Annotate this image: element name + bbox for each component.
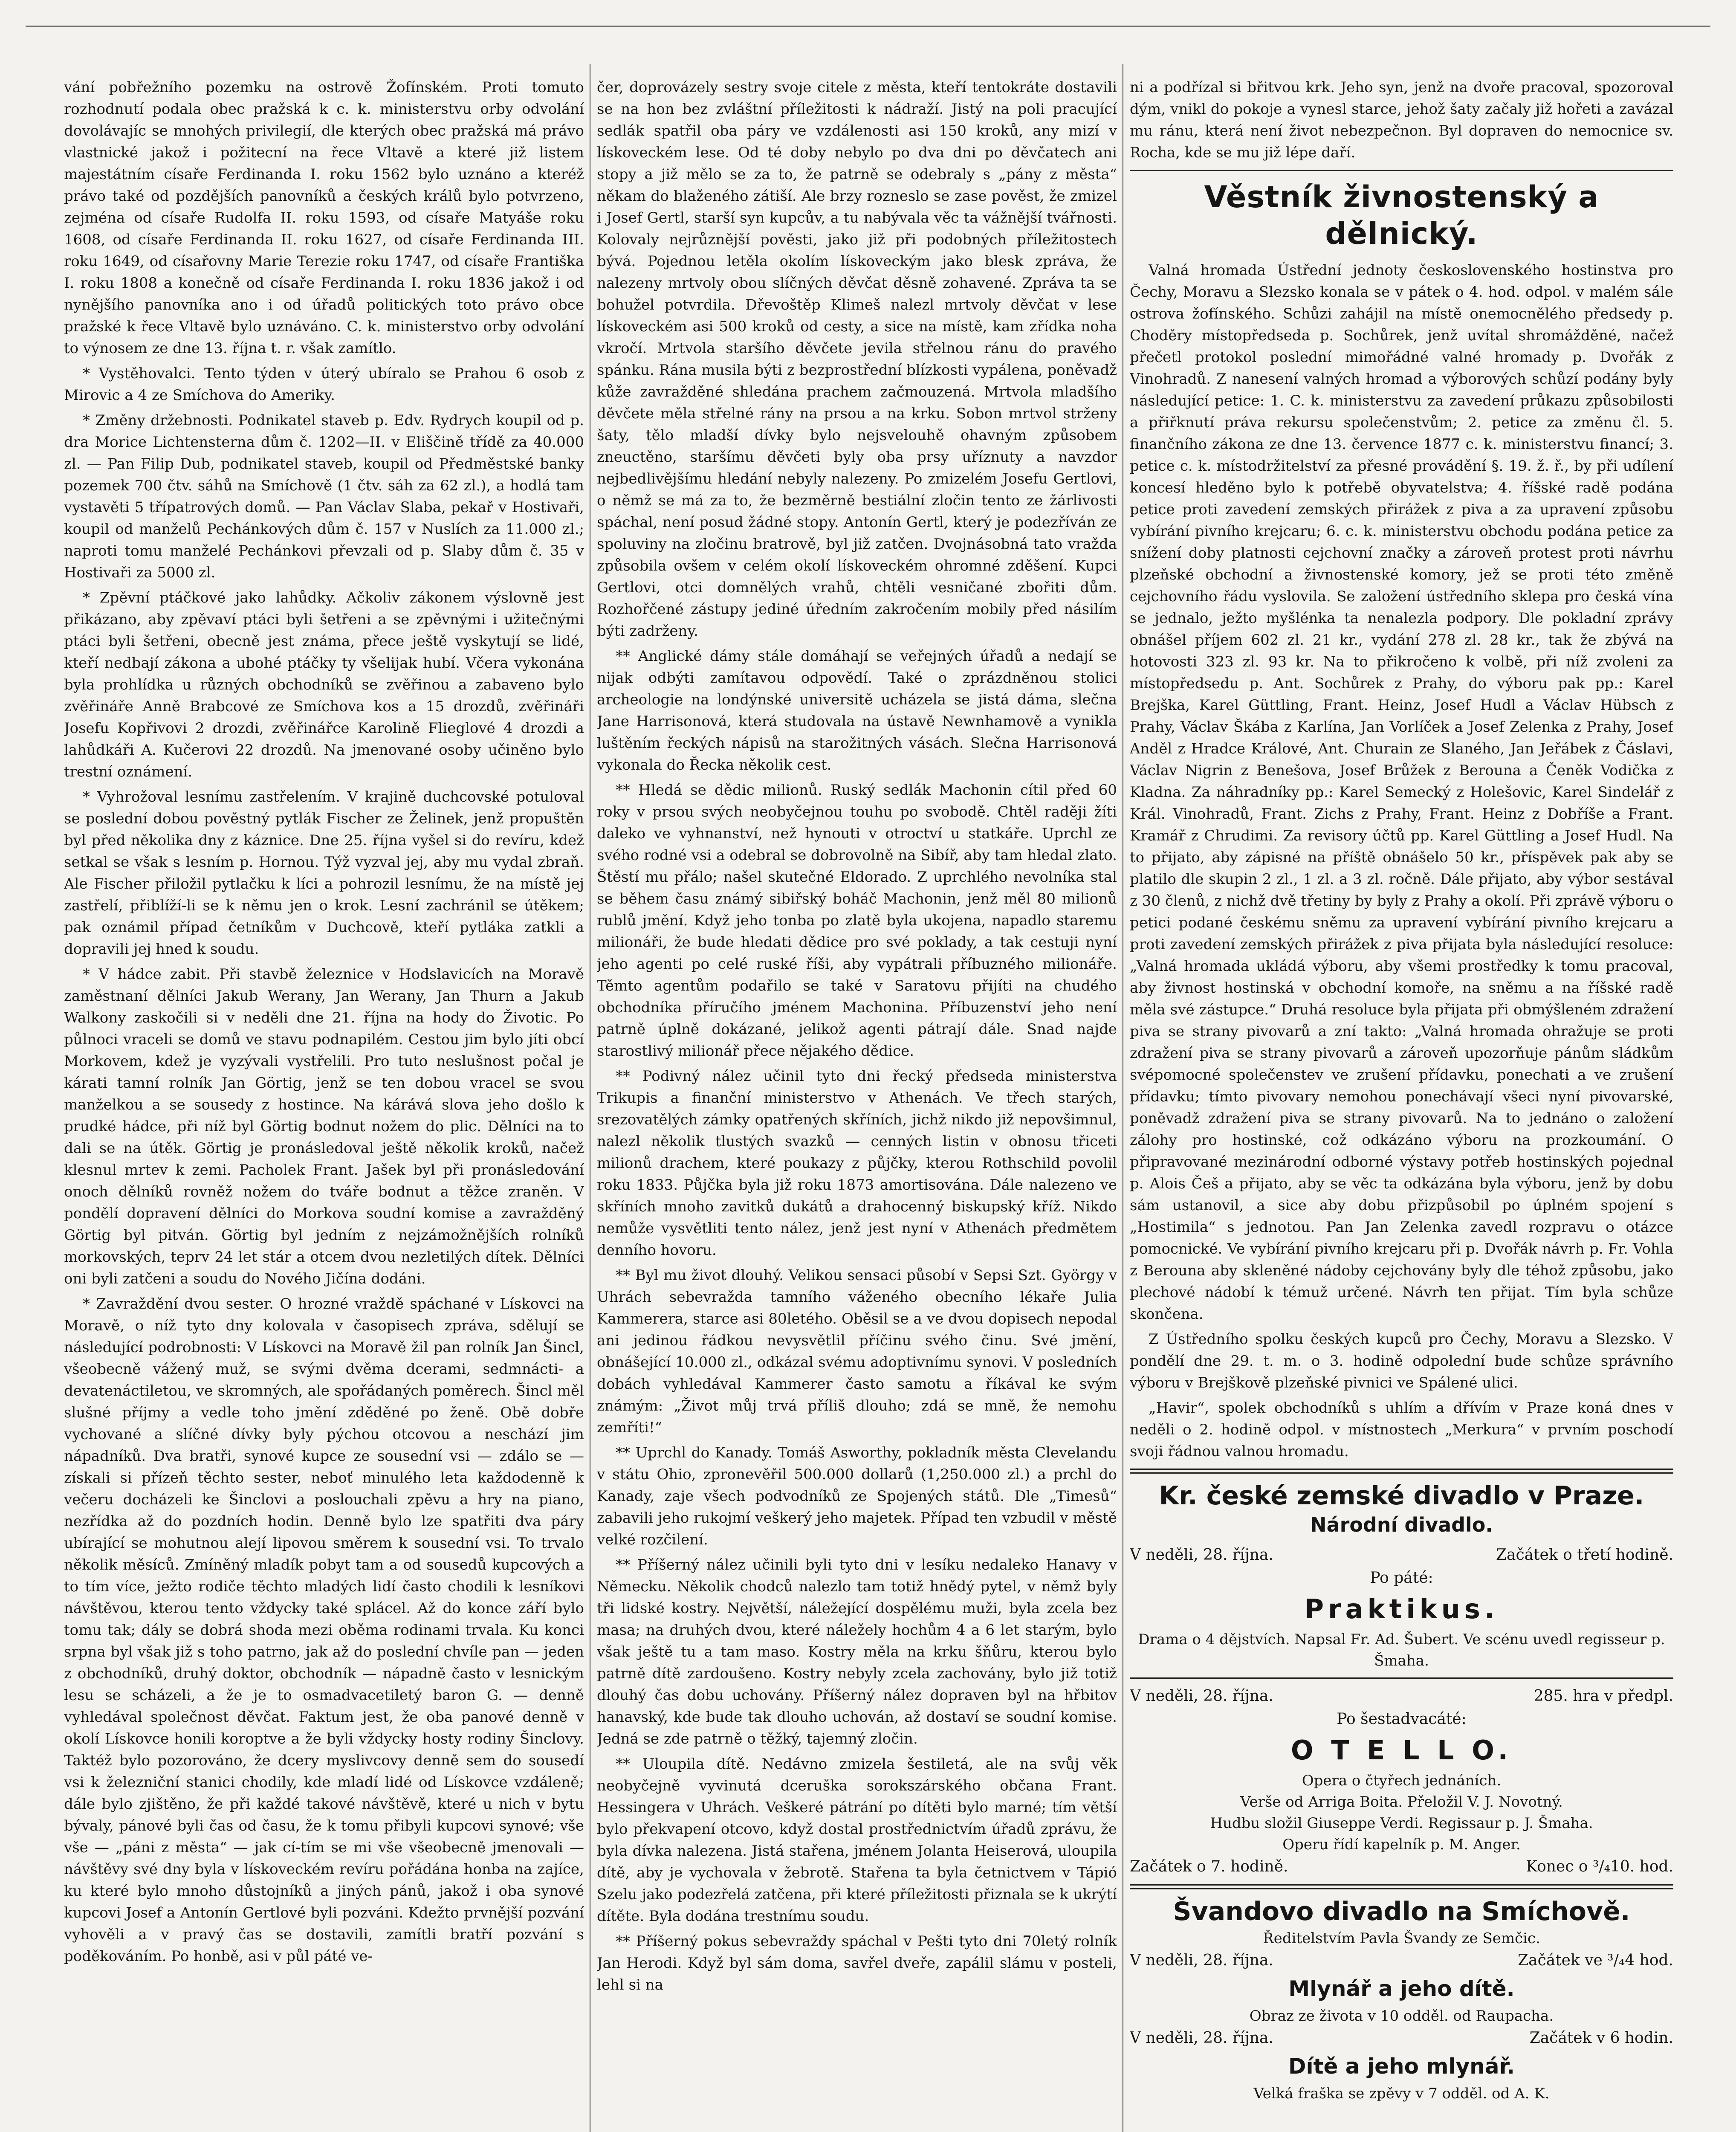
article-paragraph: ** Anglické dámy stále domáhají se veřejných úřadů a nedají se nijak odbýti zamítavou odpovědí. Také o zprázdněnou stolici archeologie na londýnské universitě ucházela se jistá dáma, slečna Jane Harrisonová, která studovala na ústavě Newnhamově a vynikla luštěním řeckých nápisů na starožitných vásách. Slečna Harrisonová vykonala do Řecka několik cest. [597, 648, 1117, 773]
performance-row [1130, 1685, 1673, 1708]
article-paragraph: ** Hledá se dědic milionů. Ruský sedlák Machonin cítil před 60 roky v prsou svých neobyčejnou touhu po svobodě. Chtěl raději žíti daleko ve vyhnanství, než hynouti v otroctví u statkáře. Uprchl ze svého rodné vsi a odebral se dobrovolně na Sibíř, aby tam hledal zlato. Štěstí mu přálo; našel skutečné Eldorado. Z uprchlého nevolníka stal se během času známý sibiřský boháč Machonin, jenž měl 80 milionů rublů jmění. Když jeho tonba po zlatě byla ukojena, napadlo staremu milionáři, že bude hledati dědice pro své poklady, a tak cestuji nyní jeho agenti po celé ruské říši, aby vypátrali příbuzného milionáře. Těmto agentům podařilo se také v Saratovu přijíti na chudého obchodníka příručího jménem Machonina. Příbuzenství jeho není patrně úplně dokázané, jelikož agenti pátrají dále. Snad najde starostlivý milionář přece nějakého dědice. [597, 782, 1117, 1060]
play-description: Obraz ze života v 10 odděl. od Raupacha. [1249, 2007, 1554, 2025]
theatre-heading: Švandovo divadlo na Smíchově. [1173, 1897, 1630, 1926]
play-title: Mlynář a jeho dítě. [1288, 1976, 1515, 2001]
performance-times [1130, 1855, 1673, 1878]
performance-number: 285. hra v předpl. [1533, 1687, 1673, 1705]
performance-start: Začátek o třetí hodině. [1496, 1546, 1673, 1564]
section-divider [1130, 170, 1673, 171]
play-description: Velká fraška se zpěvy v 7 odděl. od A. K. [1253, 2085, 1550, 2102]
performance-row [1130, 1949, 1673, 1972]
article-paragraph: ** Podivný nález učinil tyto dni řecký předseda ministerstva Trikupis a finanční ministerstvo v Athenách. Ve třech starých, srezovatělých zámky opatřených skříních, jichž nikdo již nepovšimnul, nalezl několik tlustých svazků — cenných listin v obnosu třiceti milionů drachem, které poukazy z půjčky, kterou Rothschild povolil roku 1833. Půjčka byla již roku 1873 amortisována. Dále nalezeno ve skříních mnoho zavitků dukátů a drahocenný biskupský kříž. Nikdo nemůže vysvětliti tento nález, jenž jest nyní v Athenách předmětem denního hovoru. [597, 1068, 1117, 1259]
performance-date: V neděli, 28. října. [1130, 1687, 1273, 1705]
article-paragraph: * Vystěhovalci. Tento týden v úterý ubíralo se Prahou 6 osob z Mirovic a 4 ze Smíchova do Ameriky. [64, 365, 584, 404]
play-title: Praktikus. [1304, 1593, 1499, 1625]
article-paragraph: ** Příšerný pokus sebevraždy spáchal v Pešti tyto dni 70letý rolník Jan Herodi. Když byl sám doma, savřel dveře, zapálil slámu v posteli, lehl si na [597, 1933, 1117, 1993]
article-paragraph: ** Uloupila dítě. Nedávno zmizela šestiletá, ale na svůj věk neobyčejně vyvinutá dceruška sorokszárského občana Frant. Hessingera v Uhrách. Veškeré pátrání po dítěti bylo marné; tím větší bylo překvapení otcovo, když dostal prostřednictvím úřadů zprávu, že byla dívka nalezena. Jistá stařena, jménem Jolanta Heiserová, uloupila dítě, aby je vychovala v žebrotě. Stařena ta byla četnictvem v Tápió Szelu jako podezřelá zatčena, při které příležitosti přiznala se k ukrýtí dítěte. Byla dodána trestnímu soudu. [597, 1755, 1117, 1925]
article-paragraph: Valná hromada Ústřední jednoty československého hostinstva pro Čechy, Moravu a Slezsko konala se v pátek o 4. hod. odpol. v malém sále ostrova žofínského. Schůzi zahájil na místě onemocnělého předsedy p. Choděry místopředseda p. Sochůrek, jenž uvítal shromážděné, načež přečetl protokol poslední mimořádné valné hromady p. Dvořák z Vinohradů. Z nanesení valných hromad a výborových schůzí podány byly následující petice: 1. C. k. ministerstvu za zavedení průkazu způsobilosti a přiřknutí práva rekursu společenstvům; 2. petice za změnu čl. 5. finančního zákona ze dne 13. července 1877 c. k. ministerstvu financí; 3. petice c. k. místodržitelství za přesné provádění §. 19. ž. ř., by při udílení koncesí hleděno bylo k potřebě obyvatelstva; 4. říšské radě podána petice proti zavedení zemských přirážek z piva a za upravení způsobu vybírání pivního krejcaru; 6. c. k. ministerstvu obchodu podána petice za snížení doby platnosti cejchovní značky a zároveň protest proti návrhu plzeňské obchodní a živnostenské komory, jež se proti této změně cejchovního řádu vyslovila. Se založení ústředního sklepa pro česká vína se jednalo, ježto myšlénka ta nenalezla podpory. Dle pokladní zprávy obnášel příjem 602 zl. 21 kr., vydání 278 zl. 28 kr., tak že zbývá na hotovosti 323 zl. 93 kr. Na to přikročeno k volbě, při níž zvoleni za místopředsedu p. Ant. Sochůrek z Prahy, do výboru pak pp.: Karel Brejška, Karel Güttling, Frant. Heinz, Josef Hudl a Václav Hübsch z Prahy, Václav Škába z Karlína, Jan Vorlíček a Josef Zelenka z Prahy, Josef Anděl z Hradce Králové, Ant. Churain ze Slaného, Jan Jeřábek z Čáslavi, Václav Nigrin z Benešova, Josef Brůžek z Berouna a Čeněk Vodička z Kladna. Za náhradníky pp.: Karel Semecký z Holešovic, Karel Sindelář z Král. Vinohradů, Frant. Zichs z Prahy, Frant. Heinz z Dobříše a Frant. Kramář z Chrudimi. Za revisory účtů pp. Karel Güttling a Josef Hudl. Na to přijato, aby zápisné na příště obnášelo 50 kr., příspěvek pak aby se platilo dle skupin 2 zl., 1 zl. a 3 zl. ročně. Dále přijato, aby výbor sestával z 30 členů, z nichž dvě třetiny by byly z Prahy a okolí. Při zprávě výboru o petici podané českému sněmu za upravení vybírání pivního krejcaru a proti zavedení zemských přirážek z piva přijata byla následující resoluce: „Valná hromada ukládá výboru, aby všemi prostředky k tomu pracoval, aby živnost hostinská v obchodní komoře, na sněmu a na říšské radě měla své zástupce.“ Druhá resoluce byla přijata při obmýšleném zdražení piva se strany pivovarů a zní takto: „Valná hromada ohražuje se proti zdražení piva se strany pivovarů a zároveň upozorňuje pánům sládkům svépomocné společenstev ve zrušení přídavku, ponechati a ve zrušení přídavku; tímto pivovary nemohou ponechávají všeci nyní pivovarské, poněvadž zdražení piva se strany pivovarů. Na to jednáno o založení zálohy pro hostinské, což odkázáno výboru na prozkoumání. O připravované mezinárodní odborné výstavy potřeb hostinských pojednal p. Alois Češ a přijato, aby se věc ta odkázána byla výboru, jenž by dobu sám ustanovil, a sice aby dobu přizpůsobil po úplném spojení s „Hostimila“ s jednotou. Pan Jan Zelenka zavedl rozpravu o otázce pomocnické. Ve vybírání pivního krejcaru při p. Dvořák návrh p. Fr. Vohla z Berouna aby skleněné nádoby cejchovány byly dle téhož způsobu, jako plechové nádobí k témuž určené. Návrh ten přijat. Tím byla schůze skončena. [1130, 262, 1673, 1323]
article-paragraph: * Změny držebnosti. Podnikatel staveb p. Edv. Rydrych koupil od p. dra Morice Lichtensterna dům č. 1202—II. v Eliščině třídě za 40.000 zl. — Pan Filip Dub, podnikatel staveb, koupil od Předměstské banky pozemek 700 čtv. sáhů na Smíchově (1 čtv. sáh za 62 zl.), a hodlá tam vystavěti 5 třípatrových domů. — Pan Václav Slaba, pekař v Hostivaři, koupil od manželů Pechánkových dům č. 157 v Nuslích za 11.000 zl.; naproti tomu manželé Pechánkovi převzali od p. Slaby dům č. 35 v Hostivaři za 5000 zl. [64, 412, 584, 581]
play-title: Dítě a jeho mlynář. [1288, 2054, 1515, 2079]
article-paragraph: * Vyhrožoval lesnímu zastřelením. V krajině duchcovské potuloval se poslední dobou pověstný pytlák Fischer ze Želinek, jenž propuštěn byl před několika dny z káznice. Dne 25. října vyšel si do revíru, kdež setkal se však s lesním p. Hornou. Týž vyzval jej, aby mu vydal zbraň. Ale Fischer přiložil pytlačku k líci a pohrozil lesnímu, že na místě jej zastřelí, přiblíží-li se k němu jen o krok. Lesní zachránil se útěkem; pak oznámil případ četníkům v Duchcově, kteří pytláka zatkli a dopravili jej hned k soudu. [64, 788, 584, 958]
page-top-edge [26, 26, 1710, 27]
performance-date: V neděli, 28. října. [1130, 2029, 1273, 2047]
performance-start: Začátek v 6 hodin. [1529, 2029, 1673, 2047]
article-paragraph: ni a podřízal si břitvou krk. Jeho syn, jenž na dvoře pracoval, spozoroval dým, vnikl do pokoje a vynesl starce, jehož šaty začaly již hořeti a zavázal mu ránu, která není život nebezpečnon. Byl dopraven do nemocnice sv. Rocha, kde se mu již lépe daří. [1130, 79, 1673, 161]
article-paragraph: vání pobřežního pozemku na ostrově Žofínském. Proti tomuto rozhodnutí podala obec pražská k c. k. ministerstvu orby odvolání dovolávajíc se mnohých privilegií, dle kterých obec pražská má právo vlastnické jakož i požitecní na řece Vltavě a které již listem majestátním císaře Ferdinanda I. roku 1562 bylo uznáno a kteréž právo také od pozdějších panovníků a českých králů bylo potvrzeno, zejména od císaře Rudolfa II. roku 1593, od císaře Matyáše roku 1608, od císaře Ferdinanda II. roku 1627, od císaře Ferdinanda III. roku 1649, od císařovny Marie Terezie roku 1747, od císaře Františka I. roku 1808 a konečně od císaře Ferdinanda I. roku 1836 jakož i od nynějšího panovníka ano i od úřadů politických toto právo obce pražské k řece Vltavě bylo uznáváno. C. k. ministerstvo orby odvolání to výnosem ze dne 13. října t. r. však zamítlo. [64, 79, 584, 357]
subscription-note: Po šestadvacáté: [1337, 1710, 1467, 1728]
theatre-heading: Kr. české zemské divadlo v Praze. [1159, 1481, 1644, 1511]
column-left [64, 77, 584, 2132]
article-paragraph: Z Ústředního spolku českých kupců pro Čechy, Moravu a Slezsko. V pondělí dne 29. t. m. o 3. hodině odpolední bude schůze správního výboru v Brejškově plzeňské pivnici ve Spálené ulici. [1130, 1331, 1673, 1391]
play-credits: Verše od Arriga Boita. Přeložil V. J. Novotný. [1240, 1793, 1563, 1810]
article-paragraph: čer, doprovázely sestry svoje citele z města, kteří tentokráte dostavili se na hon bez zvláštní příležitosti k nádraží. Jistý na poli pracující sedlák spatřil oba páry ve vzdálenosti asi 150 kroků, any mizí v lískoveckém lese. Od té doby nebylo po dva dni po děvčatech ani stopy a již mělo se za to, že patrně se odebraly s „pány z města“ někam do blaženého zátiší. Ale brzy rozneslo se zase pověst, že zmizel i Josef Gertl, starší syn kupcův, a tu nabývala věc ta vážnější tvářnosti. Kolovaly nejrůznější pověsti, jako již při podobných příležitostech bývá. Pojednou letěla okolím lískoveckým jako blesk zpráva, že nalezeny mrtvoly obou slíčných děvčat děsně zohavené. Zpráva ta se bohužel potvrdila. Dřevoštěp Klimeš nalezl mrtvoly děvčat v lese lískoveckém asi 500 kroků od cesty, a sice na místě, kam zřídka noha vkročí. Mrtvola staršího děvčete jevila střelnou ránu do pravého spánku. Rána musila býti z bezprostřední blízkosti vypálena, poněvadž kůže zavražděné shledána prachem začmouzená. Mrtvola mladšího děvčete měla střelné rány na prsou a na krku. Sobon mrtvol strženy šaty, tělo mladší dívky bylo nejsvelouhě ohavným způsobem zneuctěno, staršímu děvčeti byly oba prsy uříznuty a navzdor nejbedlivějšímu hledání nebyly nalezeny. Po zmizelém Josefu Gertlovi, o němž se má za to, že bezměrně bestiální zločin tento ze žárlivosti spáchal, není posud žádné stopy. Antonín Gertl, který je podezříván ze spoluviny na zločinu bratrově, byl již zatčen. Dvojnásobná tato vražda způsobila ovšem v celém okolí lískoveckém ohromné zděšení. Kupci Gertlovi, otci domnělých vrahů, chtěli vesničané zbořiti dům. Rozhořčené zástupy jediné úředním zakročením mobily před násilím býti zadrženy. [597, 79, 1117, 640]
section-divider [1130, 1884, 1673, 1889]
performance-date: V neděli, 28. října. [1130, 1546, 1273, 1564]
performance-start: Začátek o 7. hodině. [1130, 1858, 1288, 1875]
theatre-subheading: Národní divadlo. [1310, 1513, 1493, 1536]
performance-note: Po páté: [1370, 1569, 1433, 1587]
listing-divider [1130, 1677, 1673, 1679]
article-paragraph: ** Byl mu život dlouhý. Velikou sensaci působí v Sepsi Szt. György v Uhrách sebevražda tamního váženého obecního lékaře Julia Kammerera, starce asi 80letého. Oběsil se a ve dvou dopisech nepodal ani jedinou řádkou nevysvětlil příčinu svého činu. Své jmění, obnášející 10.000 zl., odkázal svému adoptivnímu synovi. V posledních dobách vyhledával Kammerer často samotu a říkával ke svým známým: „Život můj trvá příliš dlouho; zdá se mně, že nemohu zemříti!“ [597, 1267, 1117, 1436]
play-credits: Operu řídí kapelník p. M. Anger. [1282, 1836, 1521, 1853]
play-description: Drama o 4 dějstvích. Napsal Fr. Ad. Šubert. Ve scénu uvedl regisseur p. Šmaha. [1138, 1631, 1665, 1669]
column-middle [597, 77, 1117, 2132]
article-paragraph: ** Uprchl do Kanady. Tomáš Asworthy, pokladník města Clevelandu v státu Ohio, zpronevěřil 500.000 dollarů (1,250.000 zl.) a prchl do Kanady, zaje všech podvodníků ze Spojených států. Dle „Timesů“ zabavili jeho rukojmí veškerý jeho majetek. Případ ten vzbudil v městě velké rozčilení. [597, 1444, 1117, 1548]
section-divider [1130, 1469, 1673, 1474]
article-paragraph: * V hádce zabit. Při stavbě železnice v Hodslavicích na Moravě zaměstnaní dělníci Jakub Werany, Jan Werany, Jan Thurn a Jakub Walkony zaskočili si v neděli dne 21. října na hody do Životic. Po půlnoci vraceli se domů ve stavu podnapilém. Cestou jim bylo jíti obcí Morkovem, kdež je vyzývali vystřelili. Pro tuto neslušnost počal je kárati tamní rolník Jan Görtig, jenž se ten dobou vracel se svou manželkou a se sousedy z hostince. Na kárává slova jeho došlo k prudké hádce, při níž byl Görtig bodnut nožem do plic. Dělníci na to dali se na útěk. Görtig je pronásledoval ještě několik kroků, načež klesnul mrtev k zemi. Pacholek Frant. Jašek byl při pronásledování onoch dělníků rovněž nožem do tváře bodnut a těžce zraněn. V pondělí dopravení dělníci do Morkova soudní komise a zavražděný Görtig byl pitván. Görtig byl jedním z nejzámožnějších rolníků morkovských, teprv 24 let stár a otcem dvou nezletilých dítek. Dělníci oni byli zatčeni a soudu do Nového Jičína dodáni. [64, 966, 584, 1287]
theatre-listing-national [1130, 1480, 1673, 1878]
performance-start: Začátek ve ³/₄4 hod. [1518, 1952, 1673, 1969]
article-paragraph: „Havir“, spolek obchodníků s uhlím a dřívím v Praze koná dnes v neděli o 2. hodině odpol. v místnostech „Merkura“ v prvním poschodí svoji řádnou valnou hromadu. [1130, 1399, 1673, 1460]
performance-row [1130, 1544, 1673, 1567]
article-paragraph: * Zpěvní ptáčkové jako lahůdky. Ačkoliv zákonem výslovně jest přikázano, aby zpěvaví ptáci byli šetřeni a se zpěvnými i užitečnými ptáci byli šetřeni, obecně jest známa, přece ještě vyskytují se lidé, kteří nedbají zákona a ubohé ptáčky ty všelijak hubí. Včera vykonána byla prohlídka u různých obchodníků se zvěřinou a zabaveno bylo zvěřináře Anně Brabcové ze Smíchova kos a 15 drozdů, zvěřináři Josefu Kopřivovi 2 drozdi, zvěřinářce Karolině Flieglové 4 drozdi a lahůdkáři A. Kučerovi 22 drozdů. Na jmenované osoby učiněno bylo trestní oznámení. [64, 589, 584, 780]
theatre-listing-svanda [1130, 1895, 1673, 2104]
play-description: Opera o čtyřech jednáních. [1302, 1772, 1502, 1789]
theatre-subheading: Ředitelstvím Pavla Švandy ze Semčic. [1263, 1930, 1540, 1947]
performance-date: V neděli, 28. října. [1130, 1952, 1273, 1969]
play-title: O T E L L O. [1290, 1735, 1513, 1766]
performance-end: Konec o ³/₄10. hod. [1526, 1858, 1673, 1875]
column-right [1130, 77, 1673, 2132]
article-paragraph: * Zavraždění dvou sester. O hrozné vraždě spáchané v Lískovci na Moravě, o níž tyto dny kolovala v časopisech zpráva, sdělují se následující podrobnosti: V Lískovci na Moravě žil pan rolník Jan Šincl, všeobecně vážený muž, se svými dvěma dcerami, sedmnácti- a devatenáctiletou, ve skromných, ale spořádaných poměrech. Šincl měl slušné příjmy a vedle toho jmění zděděné po ženě. Obě dobře vychované a slíčné dívky byly pýchou otcovou a neschází jim nápadníků. Dva bratři, synové kupce ze sousední vsi — zdálo se — získali si přízeň těchto sester, neboť minulého leta každodenně k večeru docházeli ke Šinclovi a poslouchali zpěvu a hry na piano, nezřídka až do pozdních hodin. Denně bylo lze spatřiti dva páry ubírající se mohutnou alejí lipovou směrem k sousední vsi. To trvalo několik měsíců. Zmíněný mladík pobyt tam a od sousedů kupcových a to tím více, ježto rodiče těchto mladých lidí často chodili k lesníkovi návštěvou, kterou tento vždycky také splácel. Až do konce září bylo tomu tak; dály se dobrá shoda mezi oběma rodinami trvala. Ku konci srpna byl však již s toho patrno, jak až do poslední chvíle pan — jeden z obchodníků, druhý doktor, obchodník — nápadně často v lesnickým lesu se scházeli, a že je to osmadvacetiletý baron G. — denně vyhledával společnost děvčat. Faktum jest, že oba panové denně v okolí Lískovce honili koroptve a že byli vždycky hosty rodiny Šinclovy. Taktéž bylo pozorováno, že dcery myslivcovy denně sem do sousedí vsi k železniční stanici chodily, kde mladí lidé od Lískovce vzdáleně; dále bylo zjištěno, že při každé takové návštěvě, které u nich v bytu bývaly, pánové byli čas od času, že k tomu přibyli kupcovi synové; vše vše — „páni z města“ — jak cí-tím se mi vše všeobecně jmenovali — návštěvy své dny byla v lískoveckém revíru pořádána honba na zajíce, ku které bylo mnoho důstojníků a jiných pánů, jakož i oba synové kupcovi Josef a Antonín Gertlové byli pozváni. Kdežto prvnější pozvání vyhověli a v pravý čas se dostavili, zamítli bratří pozvání s poděkováním. Po honbě, asi v půl páté ve- [64, 1295, 584, 1965]
performance-row [1130, 2027, 1673, 2050]
article-paragraph: ** Příšerný nález učinili byli tyto dni v lesíku nedaleko Hanavy v Německu. Několik chodců nalezlo tam totiž hnědý pytel, v němž byly tři lidské kostry. Největší, náležející dospělému muži, byla zcela bez masa; na druhých dvou, které náležely hochům 4 a 6 let starým, bylo však ještě tu a tam maso. Kostry měla na krku šňůru, kterou bylo patrně dítě zardoušeno. Kostry nebyly zcela zachovány, bylo již totiž dlouhý čas dobu uchovány. Příšerný nález dopraven byl na hřbitov hanavský, kde bude tak dlouho uchován, až dostaví se soudní komise. Jedná se zde patrně o těžký, tajemný zločin. [597, 1556, 1117, 1747]
play-credits: Hudbu složil Giuseppe Verdi. Regissaur p. J. Šmaha. [1210, 1815, 1593, 1832]
section-heading: Věstník živnostenský a dělnický. [1204, 180, 1599, 251]
